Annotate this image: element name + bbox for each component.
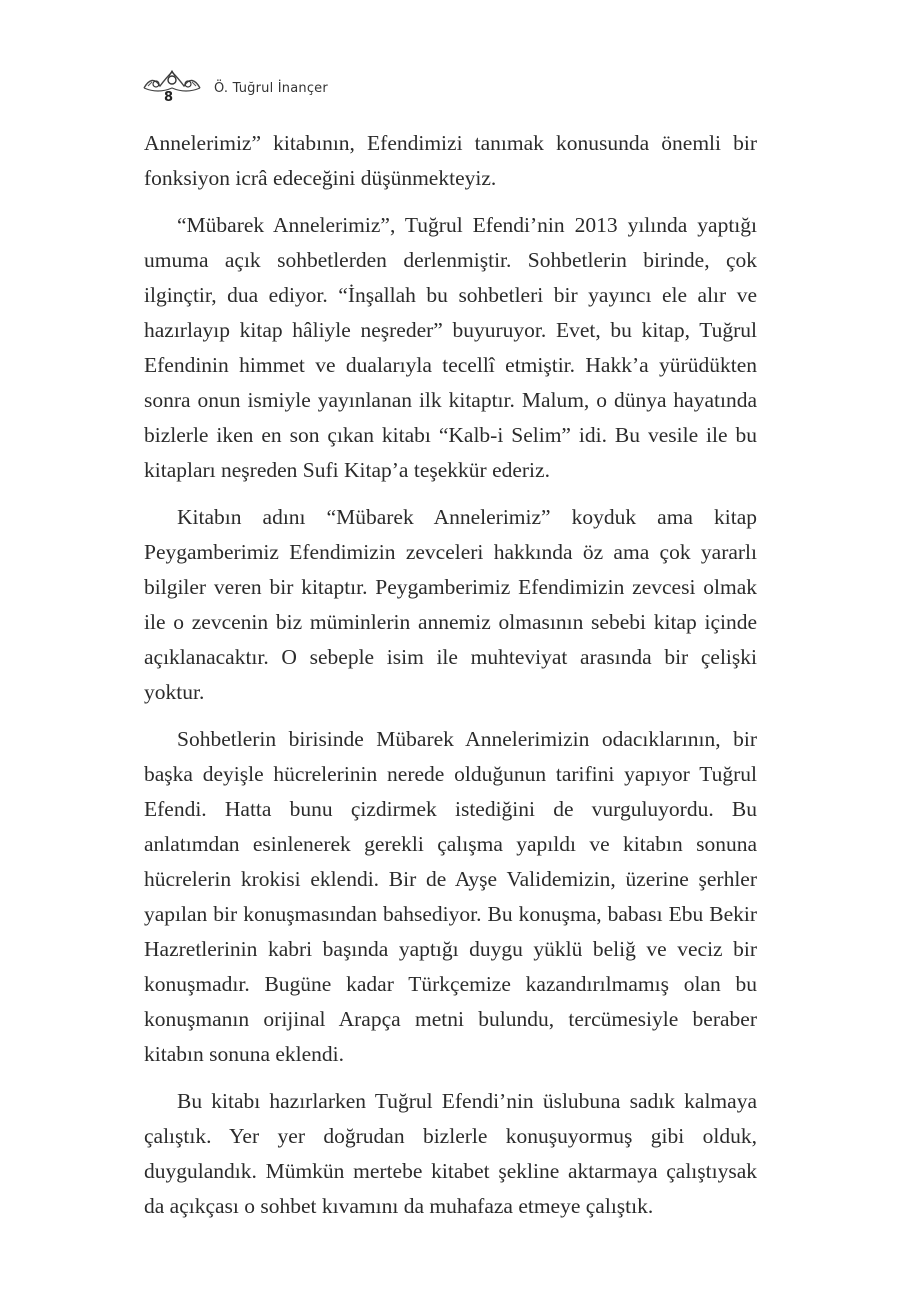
paragraph-4: Sohbetlerin birisinde Mübarek Annelerimizin odacıklarının, bir başka deyişle hücrelerinin nerede olduğunun tarifini yapıyor Tuğrul Efendi. Hatta bunu çizdirmek istediğini de vurguluyordu. Bu anlatımdan esinlenerek gerekli çalışma yapıldı ve kitabın sonuna hücrelerin krokisi eklendi. Bir de Ayşe Validemizin, üzerine şerhler yapılan bir konuşmasından bahsediyor. Bu konuşma, babası Ebu Bekir Hazretlerinin kabri başında yaptığı duygu yüklü beliğ ve veciz bir konuşmadır. Bugüne kadar Türkçemize kazandırılmamış olan bu konuşmanın orijinal Arapça metni bulundu, tercümesiyle beraber kitabın sonuna eklendi.	[144, 727, 757, 1066]
page-header	[142, 68, 762, 112]
paragraph-3: Kitabın adını “Mübarek Annelerimiz” koyduk ama kitap Peygamberimiz Efendimizin zevceleri hakkında öz ama çok yararlı bilgiler veren bir kitaptır. Peygamberimiz Efendimizin zevcesi olmak ile o zevcenin biz müminlerin annemiz olmasının sebebi kitap içinde açıklanacaktır. O sebeple isim ile muhteviyat arasında bir çelişki yoktur.	[144, 505, 757, 704]
body-text	[144, 126, 757, 1236]
paragraph-2: “Mübarek Annelerimiz”, Tuğrul Efendi’nin 2013 yılında yaptığı umuma açık sohbetlerden derlenmiştir. Sohbetlerin birinde, çok ilginçtir, dua ediyor. “İnşallah bu sohbetleri bir yayıncı ele alır ve hazırlayıp kitap hâliyle neşreder” buyuruyor. Evet, bu kitap, Tuğrul Efendinin himmet ve dualarıyla tecellî etmiştir. Hakk’a yürüdükten sonra onun ismiyle yayınlanan ilk kitaptır. Malum, o dünya hayatında bizlerle iken en son çıkan kitabı “Kalb-i Selim” idi. Bu vesile ile bu kitapları neşreden Sufi Kitap’a teşekkür ederiz.	[144, 213, 757, 482]
page-number: 8	[164, 90, 174, 105]
paragraph-5: Bu kitabı hazırlarken Tuğrul Efendi’nin üslubuna sadık kalmaya çalıştık. Yer yer doğrudan bizlerle konuşuyormuş gibi olduk, duygulandık. Mümkün mertebe kitabet şekline aktarmaya çalıştıysak da açıkçası o sohbet kıvamını da muhafaza etmeye çalıştık.	[144, 1089, 757, 1218]
paragraph-1: Annelerimiz” kitabının, Efendimizi tanımak konusunda önemli bir fonksiyon icrâ edeceğini düşünmekteyiz.	[144, 131, 757, 190]
running-head-author: Ö. Tuğrul İnançer	[214, 81, 328, 96]
